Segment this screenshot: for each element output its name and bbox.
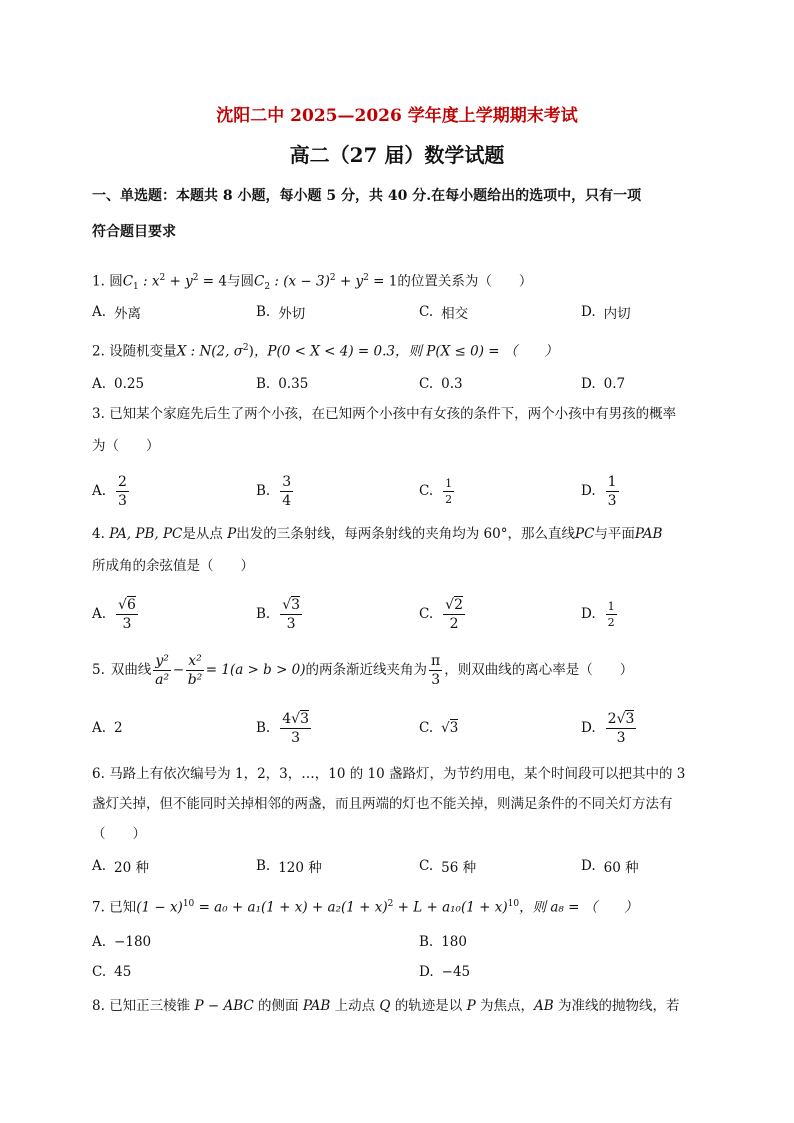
- option-c[interactable]: [419, 298, 468, 326]
- q7-math: = a₀ + a₁(1 + x) + a₂(1 + x): [194, 899, 388, 916]
- option-b[interactable]: [256, 474, 295, 508]
- option-b[interactable]: [256, 594, 304, 634]
- q1-math: C: [254, 273, 265, 290]
- question-number: 4.: [92, 526, 105, 542]
- q8-text: 为焦点，: [475, 998, 534, 1014]
- q1-math: : x: [138, 273, 160, 290]
- q6-options: [92, 852, 712, 880]
- option-label: A.: [92, 720, 107, 736]
- fraction-denominator: 3: [616, 729, 626, 746]
- option-label: C.: [419, 483, 434, 499]
- q2-options: [92, 370, 712, 398]
- q3-text: 已知某个家庭先后生了两个小孩，在已知两个小孩中有女孩的条件下，两个小孩中有男孩的概率: [109, 406, 677, 422]
- q3-options: [92, 474, 712, 508]
- question-7: [92, 890, 707, 922]
- question-6-cont: 盏灯关掉，但不能同时关掉相邻的两盏，而且两端的灯也不能关掉，则满足条件的不同关灯方法有: [92, 796, 673, 812]
- q4-math: PC: [575, 526, 595, 542]
- q8-math: Q: [379, 998, 391, 1014]
- fraction-numerator: √6: [118, 596, 136, 613]
- radicand: 3: [449, 720, 459, 736]
- option-text: −45: [441, 964, 471, 980]
- fraction-numerator: 3: [282, 473, 292, 490]
- q7-options-row2: [92, 958, 712, 986]
- option-text: 120 种: [278, 860, 322, 876]
- q1-sup: 2: [192, 273, 199, 283]
- option-text: 外离: [114, 306, 142, 322]
- q1-math: C: [122, 273, 134, 290]
- q8-text: 已知正三棱锥: [109, 998, 195, 1014]
- q1-sub: 1: [133, 282, 139, 293]
- fraction-numerator: 1: [607, 473, 617, 490]
- q4-math: PA, PB, PC: [109, 526, 183, 542]
- question-number: 1.: [92, 273, 105, 290]
- q1-math: + y: [335, 273, 364, 290]
- option-label: D.: [581, 606, 596, 622]
- radicand: 3: [291, 596, 301, 613]
- option-b[interactable]: [256, 298, 305, 326]
- fraction: [280, 475, 293, 508]
- q8-text: 的轨迹是以: [390, 998, 467, 1014]
- option-b[interactable]: [256, 852, 322, 880]
- q1-sup: 2: [329, 273, 336, 283]
- option-label: B.: [256, 606, 271, 622]
- q2-text: 设随机变量: [109, 343, 177, 360]
- fraction-denominator: 3: [118, 492, 127, 509]
- option-a[interactable]: [92, 594, 140, 634]
- exam-subject-title: 高二（27 届）数学试题: [289, 143, 505, 167]
- option-a[interactable]: [92, 370, 144, 398]
- fraction-denominator: b²: [187, 671, 203, 688]
- q7-sup: 10: [182, 899, 195, 909]
- option-label: D.: [581, 858, 596, 874]
- q2-sup: 2: [242, 343, 249, 353]
- option-label: D.: [581, 720, 596, 736]
- q8-math: PAB: [302, 998, 331, 1014]
- option-label: C.: [419, 858, 434, 874]
- fraction-denominator: 3: [122, 615, 132, 632]
- fraction-numerator: 1: [607, 599, 615, 613]
- fraction: [116, 598, 138, 631]
- question-1: [92, 264, 707, 301]
- fraction: [606, 475, 619, 508]
- q4-math: PAB: [634, 526, 663, 542]
- q1-text: 的位置关系为（ ）: [397, 273, 533, 290]
- fraction: [280, 598, 302, 631]
- option-c[interactable]: C. √3: [419, 720, 459, 736]
- q1-math: = 4: [198, 273, 227, 290]
- option-d[interactable]: [581, 474, 621, 508]
- question-4: [92, 520, 707, 548]
- option-d[interactable]: [581, 708, 638, 748]
- option-a[interactable]: [92, 708, 123, 748]
- q8-math: P: [466, 998, 476, 1014]
- q5-text: 的两条渐近线夹角为: [305, 662, 428, 678]
- question-5: [92, 648, 707, 692]
- option-label: D.: [581, 376, 596, 392]
- question-3-cont: 为（ ）: [92, 438, 160, 454]
- option-label: C.: [419, 606, 434, 622]
- option-label: C.: [419, 376, 434, 392]
- q1-text: 圆: [109, 273, 123, 290]
- exam-school-title: 沈阳二中 2025—2026 学年度上学期期末考试: [216, 106, 578, 126]
- q2-math: : N(2, σ: [186, 343, 243, 360]
- question-number: 8.: [92, 998, 105, 1014]
- fraction-denominator: 2: [449, 615, 459, 632]
- q5-math: = 1(a > b > 0): [205, 662, 306, 678]
- section-heading: 一、单选题：本题共 8 小题，每小题 5 分，共 40 分.在每小题给出的选项中，只有一项: [92, 188, 642, 204]
- option-label: A.: [92, 858, 107, 874]
- fraction-numerator: 2: [118, 473, 127, 490]
- option-label: A.: [92, 304, 107, 320]
- option-label: A.: [92, 606, 107, 622]
- q7-math: + L + a₁₀(1 + x): [393, 899, 508, 916]
- q1-math: + y: [165, 273, 193, 290]
- option-b[interactable]: [419, 928, 467, 956]
- q1-options: [92, 298, 712, 326]
- q7-math: (1 − x): [136, 899, 183, 916]
- radicand: 3: [300, 710, 309, 727]
- option-c[interactable]: [92, 958, 131, 986]
- fraction: [606, 601, 617, 628]
- question-3: [92, 400, 707, 428]
- q7-options-row1: [92, 928, 712, 956]
- q2-math: X: [176, 343, 187, 360]
- option-d[interactable]: [581, 594, 619, 634]
- section-heading-cont: 符合题目要求: [92, 224, 176, 240]
- q2-math: ，P(0 < X < 4) = 0.3: [253, 343, 395, 360]
- option-d[interactable]: [581, 852, 639, 880]
- question-number: 6.: [92, 766, 105, 782]
- q1-math: = 1: [368, 273, 398, 290]
- q7-text: 已知: [109, 899, 137, 916]
- q8-math: P − ABC: [194, 998, 254, 1014]
- option-a[interactable]: [92, 298, 141, 326]
- question-6-cont2: （ ）: [92, 826, 146, 842]
- q4-text: 出发的三条射线，每两条射线的夹角均为 60°，那么直线: [236, 526, 575, 542]
- option-label: B.: [256, 858, 271, 874]
- q2-math: ，则 P(X ≤ 0) = （ ）: [395, 343, 558, 360]
- fraction: [116, 475, 129, 508]
- q5-options: [92, 708, 712, 748]
- fraction-denominator: 3: [607, 492, 617, 509]
- option-d[interactable]: [419, 958, 470, 986]
- option-c[interactable]: [419, 474, 456, 508]
- option-label: D.: [581, 304, 596, 320]
- fraction-denominator: 3: [286, 615, 296, 632]
- option-text: 2: [114, 720, 123, 736]
- question-number: 2.: [92, 343, 105, 360]
- question-number: 3.: [92, 406, 105, 422]
- option-d[interactable]: [581, 298, 631, 326]
- option-text: −180: [114, 934, 152, 950]
- option-label: C.: [419, 304, 434, 320]
- option-a[interactable]: [92, 852, 149, 880]
- fraction-denominator: 3: [291, 729, 301, 746]
- option-label: B.: [256, 483, 271, 499]
- q7-sup: 2: [387, 899, 394, 909]
- fraction: [443, 598, 465, 631]
- coefficient: 4: [282, 710, 292, 727]
- option-a[interactable]: [92, 474, 131, 508]
- option-label: A.: [92, 483, 107, 499]
- q1-sup: 2: [363, 273, 369, 283]
- option-label: C.: [419, 720, 434, 736]
- fraction-denominator: a²: [155, 671, 170, 688]
- option-text: 60 种: [603, 860, 639, 876]
- q8-text: 的侧面: [253, 998, 303, 1014]
- q4-options: [92, 594, 712, 634]
- q8-text: 为准线的抛物线，若: [553, 998, 680, 1014]
- q8-text: 上动点: [330, 998, 380, 1014]
- option-label: D.: [419, 964, 434, 980]
- option-label: B.: [256, 376, 271, 392]
- fraction-numerator: 2√3: [607, 710, 635, 727]
- fraction-numerator: x²: [188, 652, 202, 669]
- fraction-numerator: π: [431, 652, 441, 669]
- q6-text: 马路上有依次编号为 1，2，3，…，10 的 10 盏路灯，为节约用电，某个时间段可以把其中的 3: [109, 766, 686, 782]
- question-6: [92, 760, 707, 788]
- q7-math: ，则 a₈ = （ ）: [519, 899, 638, 916]
- fraction-denominator: 2: [607, 615, 615, 629]
- option-d[interactable]: [581, 370, 625, 398]
- coefficient: 2: [607, 710, 617, 727]
- option-text: 0.25: [114, 376, 145, 392]
- option-text: 0.7: [603, 376, 626, 392]
- radicand: 3: [625, 710, 635, 727]
- q1-text: 与圆: [227, 273, 254, 290]
- q8-math: AB: [533, 998, 554, 1014]
- q5-text: 双曲线: [110, 662, 152, 678]
- option-text: 20 种: [114, 860, 150, 876]
- option-label: B.: [256, 304, 271, 320]
- option-text: 外切: [278, 306, 306, 322]
- option-text: 内切: [603, 306, 631, 322]
- option-label: B.: [256, 720, 271, 736]
- option-text: 0.35: [278, 376, 309, 392]
- fraction: [429, 654, 442, 687]
- q1-sub: 2: [264, 282, 271, 293]
- q5-math: −: [172, 662, 185, 678]
- option-text: 180: [441, 934, 467, 950]
- fraction-numerator: y²: [155, 652, 169, 669]
- option-label: C.: [92, 964, 107, 980]
- option-text: 相交: [441, 306, 469, 322]
- option-text: 56 种: [441, 860, 477, 876]
- fraction-denominator: 4: [282, 492, 292, 509]
- fraction-denominator: 2: [445, 492, 453, 506]
- radicand: 6: [126, 596, 136, 613]
- option-label: A.: [92, 376, 107, 392]
- option-label: D.: [581, 483, 596, 499]
- q4-text: 与平面: [594, 526, 635, 542]
- q1-sup: 2: [159, 273, 166, 283]
- fraction: [443, 478, 454, 505]
- option-b[interactable]: [256, 708, 313, 748]
- fraction: [186, 654, 204, 687]
- fraction-numerator: √2: [445, 596, 463, 613]
- question-8: [92, 992, 707, 1020]
- question-number: 5.: [92, 662, 105, 678]
- fraction-numerator: 4√3: [282, 710, 309, 727]
- fraction-numerator: 1: [445, 476, 453, 490]
- fraction: [153, 654, 171, 687]
- q7-sup: 10: [507, 899, 520, 909]
- question-2: [92, 334, 707, 366]
- option-c[interactable]: [419, 594, 467, 634]
- fraction-numerator: √3: [282, 596, 301, 613]
- option-text: 0.3: [441, 376, 463, 392]
- q4-text: 是从点: [182, 526, 228, 542]
- q1-math: : (x − 3): [270, 273, 330, 290]
- option-c[interactable]: [419, 370, 463, 398]
- radicand: 2: [454, 596, 463, 613]
- q5-text: ，则双曲线的离心率是（ ）: [444, 662, 634, 678]
- option-c[interactable]: [419, 852, 476, 880]
- fraction-denominator: 3: [431, 671, 441, 688]
- fraction: [280, 712, 311, 745]
- option-label: B.: [419, 934, 434, 950]
- option-b[interactable]: [256, 370, 308, 398]
- q2-math: ): [248, 343, 254, 360]
- question-4-cont: 所成角的余弦值是（ ）: [92, 558, 254, 574]
- option-label: A.: [92, 934, 107, 950]
- question-number: 7.: [92, 899, 105, 916]
- fraction: [606, 712, 637, 745]
- option-text: 45: [114, 964, 132, 980]
- q4-math: P: [227, 526, 237, 542]
- option-a[interactable]: [92, 928, 151, 956]
